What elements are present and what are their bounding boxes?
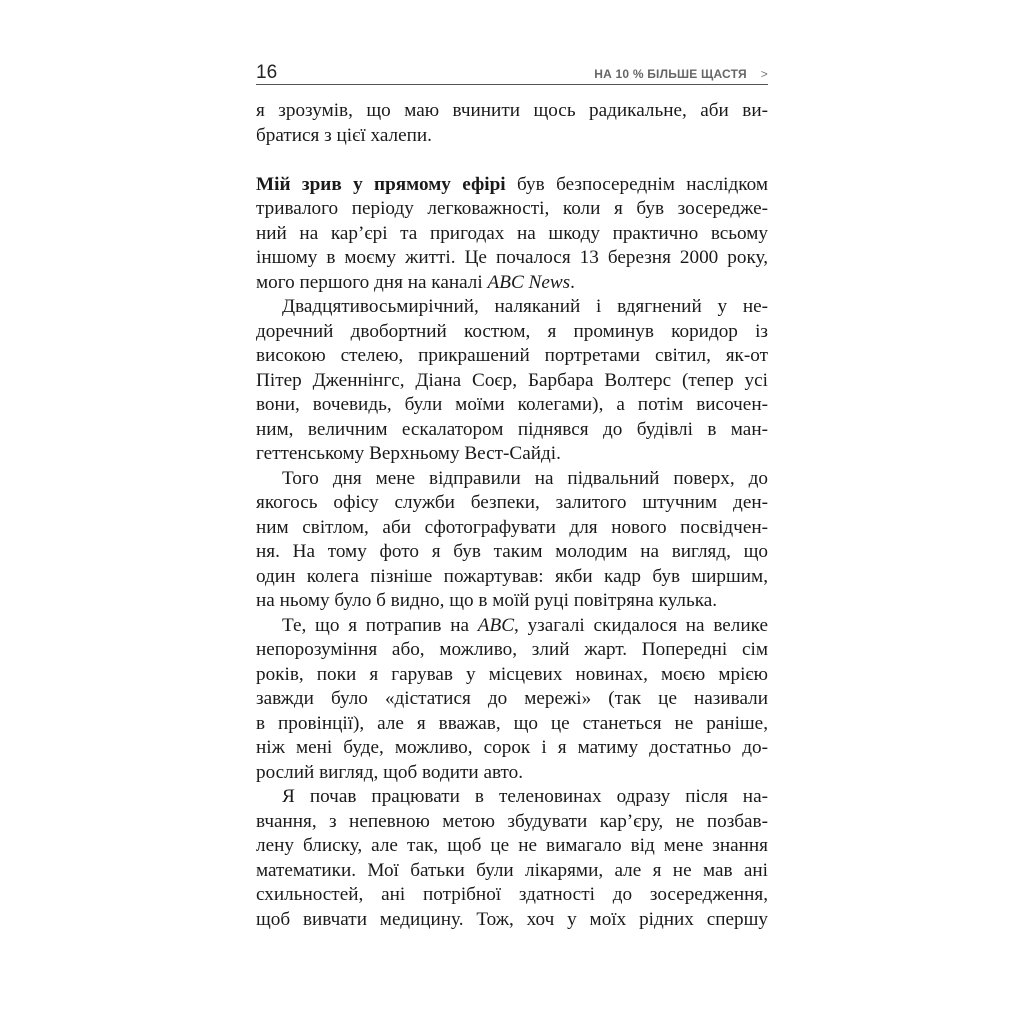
running-title [594,68,768,82]
text-line: схильностей, ані потрібної здатності до зосередження, [256,884,768,905]
text-line: ніж мені буде, можливо, сорок і я матиму достатньо до- [256,737,768,758]
paragraph [256,785,768,932]
text-line: вони, вочевидь, були моїми колегами), а потім височен- [256,394,768,415]
text-line: років, поки я гарував у місцевих новинах, моєю мрією [256,663,768,685]
text-line: ня. На тому фото я був таким молодим на вигляд, що [256,541,768,562]
page-number: 16 [256,62,278,83]
body-text [256,99,768,932]
paragraph [256,99,768,148]
chevron-right-icon: > [760,67,768,81]
text-line: Того дня мене відправили на підвальний поверх, до [282,467,768,489]
paragraph [256,467,768,614]
text-span: був безпосереднім наслідком [505,173,768,195]
running-header [256,56,768,85]
text-line: завжди було «дістатися до мережі» (так це називали [256,688,768,709]
text-line: геттенському Верхньому Вест-Сайді. [256,443,561,464]
text-line: в провінції), але я вважав, що це станеться не раніше, [256,712,768,734]
text-line: лену блиску, але так, щоб це не вимагало від мене знання [256,835,768,856]
text-span: . [570,271,575,293]
text-line: на ньому було б видно, що в моїй руці повітряна кулька. [256,590,718,611]
text-line: Пітер Дженнінгс, Діана Соєр, Барбара Волтерс (тепер усі [256,369,768,391]
running-title-text: НА 10 % БІЛЬШЕ ЩАСТЯ [594,67,747,81]
text-span: Те, що я потрапив на [282,614,478,636]
text-line: високою стелею, прикрашений портретами світил, як-от [256,345,768,366]
italic-channel-name: ABC [477,614,515,636]
text-span: , узагалі скидалося на велике [514,614,768,636]
text-line: щоб вивчати медицину. Тож, хоч у моїх рідних спершу [256,908,768,930]
text-line: ний на кар’єрі та пригодах на шкоду практично всьому [256,222,768,244]
italic-channel-name: ABC News [487,271,571,293]
text-line: рослий вигляд, щоб водити авто. [256,761,524,783]
text-line: ним світлом, аби сфотографувати для нового посвідчен- [256,516,768,538]
paragraph [256,614,768,786]
paragraph [256,173,768,296]
text-line: математики. Мої батьки були лікарями, але я не мав ані [256,859,768,881]
paragraph [256,295,768,467]
text-line: братися з цієї халепи. [256,124,432,146]
text-line: Я почав працювати в теленовинах одразу після на- [282,786,768,807]
text-line: якогось офісу служби безпеки, залитого штучним ден- [256,492,768,513]
text-line [256,614,768,639]
text-line: ним, величним ескалатором піднявся до будівлі в ман- [256,418,768,440]
section-lead-bold: Мій зрив у прямому ефірі [256,173,506,195]
text-span: мого першого дня на каналі [256,271,488,293]
text-line: доречний двобортний костюм, я проминув коридор із [256,320,768,342]
text-line: один колега пізніше пожартував: якби кадр був ширшим, [256,565,768,587]
text-line: непорозуміння або, можливо, злий жарт. Попередні сім [256,639,768,660]
text-line: тривалого періоду легковажності, коли я був зосередже- [256,198,768,219]
text-line [256,271,768,296]
text-line: вчання, з непевною метою збудувати кар’єру, не позбав- [256,810,768,832]
book-page [256,56,768,932]
text-line [256,173,768,198]
text-line: я зрозумів, що маю вчинити щось радикальне, аби ви- [256,100,768,121]
text-line: іншому в моєму житті. Це почалося 13 березня 2000 року, [256,247,768,268]
text-line: Двадцятивосьмирічний, наляканий і вдягнений у не- [282,296,768,317]
